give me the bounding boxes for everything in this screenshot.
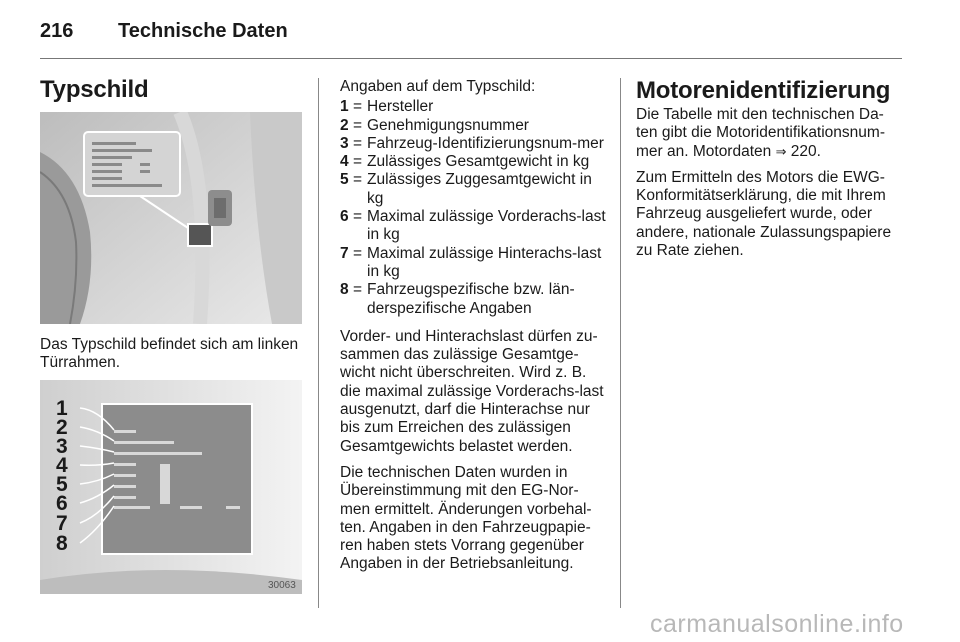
column-divider-2: [620, 78, 621, 608]
item-text: Genehmigungsnummer: [367, 116, 529, 134]
item-equals: =: [353, 208, 363, 226]
section-title-motorenidentifizierung: Motorenidentifizierung: [636, 77, 891, 104]
engine-id-column: [636, 106, 904, 268]
figure-label: 2: [56, 416, 68, 439]
ewg-paragraph: Zum Ermitteln des Motors die EWG-Konformitätserklärung, die mit Ihrem Fahrzeug ausgeliefert wurde, oder andere, nationale Zulassungspapiere zu Rate ziehen.: [636, 168, 892, 260]
list-item: [340, 171, 608, 208]
list-item: [340, 117, 608, 135]
page-number: 216: [40, 20, 74, 42]
list-item: [340, 208, 608, 245]
item-number: 7: [340, 244, 349, 262]
figure-label: 8: [56, 532, 68, 555]
type-plate-figure: [40, 380, 302, 594]
item-equals: =: [353, 244, 363, 262]
item-text: Zulässiges Zuggesamtgewicht in kg: [367, 171, 592, 207]
item-equals: =: [353, 281, 363, 299]
list-intro: Angaben auf dem Typschild:: [340, 78, 536, 95]
standards-paragraph: Die technischen Daten wurden in Übereinstimmung mit den EG-Nor-men ermittelt. Änderungen vorbehal-ten. Angaben in den Fahrzeugpapie-ren haben stets Vorrang gegenüber Angaben in der Betriebsanleitung.: [340, 463, 592, 573]
item-number: 6: [340, 208, 349, 226]
item-equals: =: [353, 116, 363, 134]
item-number: 2: [340, 116, 349, 134]
item-equals: =: [353, 134, 363, 152]
item-number: 5: [340, 171, 349, 189]
figure-code: 30063: [268, 580, 296, 591]
page-reference-link[interactable]: 220.: [786, 142, 821, 160]
item-text: Fahrzeugspezifische bzw. län-derspezifische Angaben: [367, 281, 575, 317]
item-text: Zulässiges Gesamtgewicht in kg: [367, 153, 590, 171]
item-text: Maximal zulässige Vorderachs-last in kg: [367, 208, 606, 244]
engine-text-a: Die Tabelle mit den technischen Da-ten gibt die Motoridentifikationsnum-mer an. Motordaten: [636, 106, 885, 160]
item-text: Hersteller: [367, 98, 434, 116]
figure-label: 6: [56, 492, 68, 515]
figure-label: 7: [56, 512, 68, 535]
watermark: carmanualsonline.info: [650, 610, 904, 638]
header-divider: [40, 58, 902, 59]
figure-label: 1: [56, 397, 68, 420]
typeplate-details-column: [340, 78, 608, 574]
figure-label: 4: [56, 454, 68, 477]
item-equals: =: [353, 153, 363, 171]
engine-table-paragraph: [636, 106, 904, 161]
item-number: 1: [340, 98, 349, 116]
cross-reference-arrow-icon: ⇒: [775, 143, 787, 159]
item-text: Maximal zulässige Hinterachs-last in kg: [367, 244, 602, 280]
typeplate-legend-list: [340, 98, 608, 318]
typschild-location-text: Das Typschild befindet sich am linken Türrahmen.: [40, 336, 299, 372]
door-frame-photo: [40, 112, 302, 324]
list-item: [340, 98, 608, 116]
item-number: 3: [340, 134, 349, 152]
item-number: 4: [340, 153, 349, 171]
item-number: 8: [340, 281, 349, 299]
item-equals: =: [353, 98, 363, 116]
figure-label: 3: [56, 435, 68, 458]
section-title-typschild: Typschild: [40, 76, 149, 103]
axle-load-paragraph: Vorder- und Hinterachslast dürfen zu-sammen das zulässige Gesamtge-wicht nicht überschreiten. Wird z. B. die maximal zulässige Vorderachs-last ausgenutzt, darf die Hinterachse nur bis zum Erreichen des zulässigen Gesamtgewichts belastet werden.: [340, 327, 604, 455]
list-item: [340, 245, 608, 282]
column-divider-1: [318, 78, 319, 608]
figure-label: 5: [56, 473, 68, 496]
list-item: [340, 281, 608, 318]
header-title: Technische Daten: [118, 20, 288, 42]
item-equals: =: [353, 171, 363, 189]
item-text: Fahrzeug-Identifizierungsnum-mer: [367, 134, 604, 152]
list-item: [340, 135, 608, 153]
list-item: [340, 153, 608, 171]
